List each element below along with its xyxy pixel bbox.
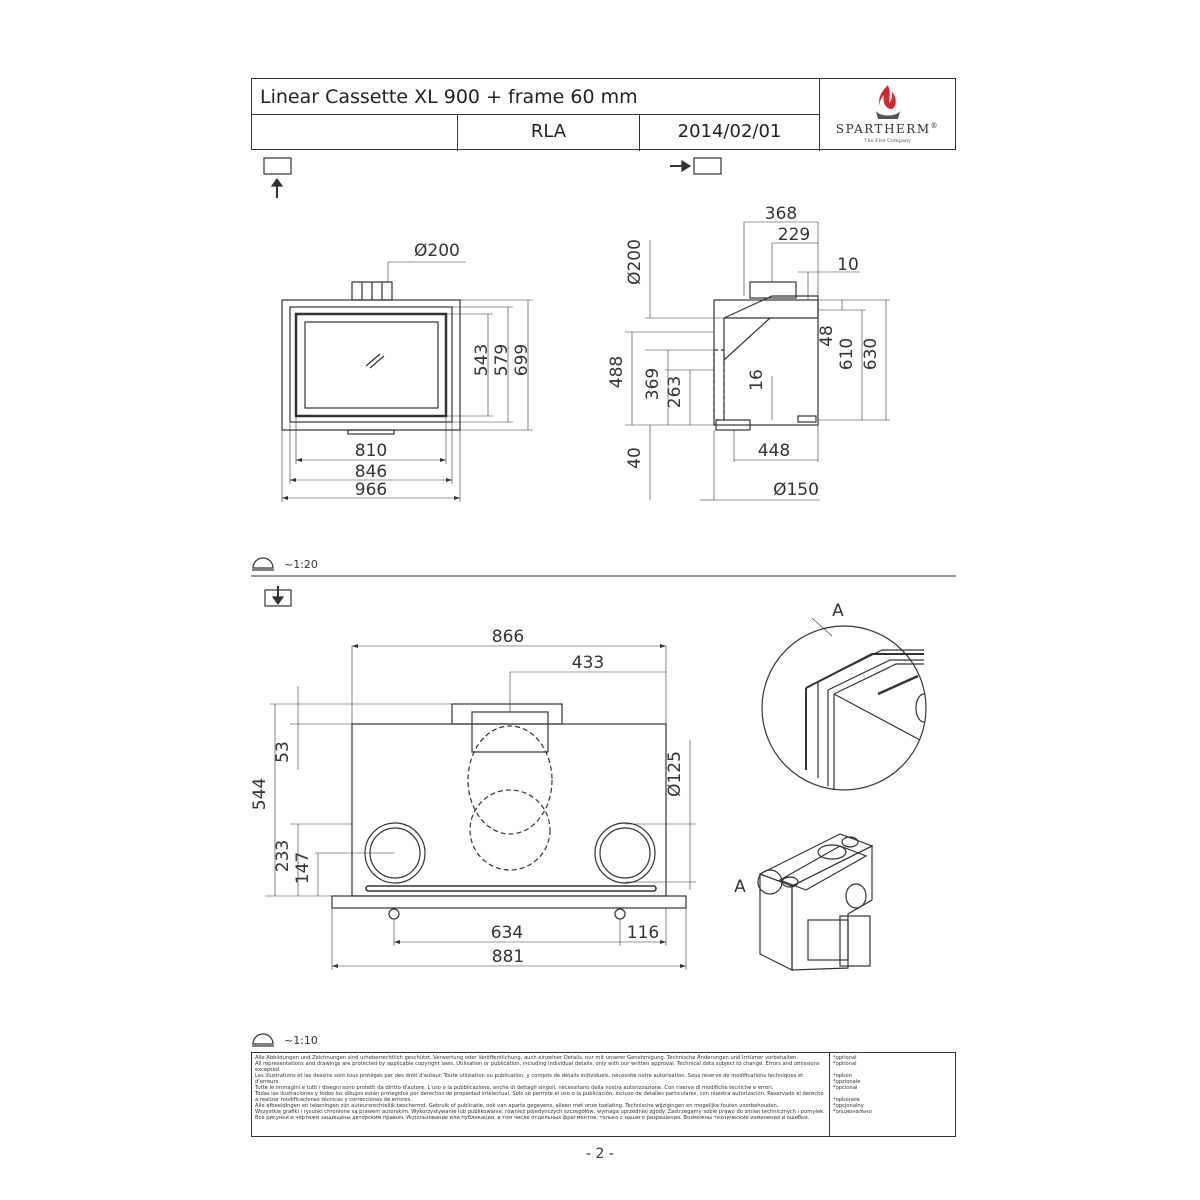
side-view-icon <box>670 158 721 174</box>
side-dim-40: 40 <box>625 447 645 469</box>
drawing-title: Linear Cassette XL 900 + frame 60 mm <box>252 79 820 115</box>
side-dim-488: 488 <box>607 355 627 389</box>
optional-de: *optional <box>833 1055 857 1061</box>
iso-detail-label-a: A <box>734 877 746 897</box>
optional-pl: *opcjonalny <box>833 1103 864 1109</box>
top-dim-233: 233 <box>273 839 293 873</box>
drawing-date: 2014/02/01 <box>640 115 820 151</box>
top-dim-866: 866 <box>491 627 525 647</box>
copyright-notice <box>251 1052 956 1137</box>
legal-line-fr: Les illustrations et les dessins sont tous protégés par des droit d'auteur. Toute utilisation ou publication, y compris de détails individuels, nécessite notre autorisation. Sous réserve de modifications techniques et d'erreurs. <box>255 1073 804 1085</box>
front-width-846: 846 <box>354 462 388 482</box>
top-pipe-dim: Ø125 <box>665 751 685 797</box>
front-view <box>282 262 533 502</box>
legal-line-nl: Alle afbeeldingen en tekeningen zijn auteursrechtelijk beschermd. Gebruik of publicatie, ook van aparte gegevens, alleen met onze toelating. Technische wijzigingen en mogelijke fouten voorbehouden. <box>255 1103 779 1109</box>
front-height-699: 699 <box>512 343 532 377</box>
front-flue-dim: Ø200 <box>414 241 460 261</box>
front-height-543: 543 <box>472 343 492 377</box>
top-dim-147: 147 <box>293 851 313 885</box>
optional-es: *opcional <box>833 1085 858 1091</box>
legal-line-ru: Все рисунки и чертежи защищены авторским правом. Использование или публикация, в том числе отдельных фрагментов, только с нашего разрешения. Возможны технические изменения и ошибки. <box>255 1115 810 1121</box>
side-dim-229: 229 <box>777 225 811 245</box>
optional-ru: *опционально <box>833 1109 872 1115</box>
page-number: - 2 - <box>586 1146 614 1162</box>
optional-fr: *option <box>833 1073 852 1079</box>
side-flue-dim: Ø200 <box>625 239 645 285</box>
legal-line-en: All representations and drawings are protected by applicable copyright laws. Utilisation or publication, including individual details, only with our written approval. Technical data subject to change. Errors and omissions excepted. <box>255 1061 820 1073</box>
top-view <box>265 646 696 970</box>
side-dim-16: 16 <box>747 369 767 391</box>
top-dim-634: 634 <box>490 923 524 943</box>
optional-it: *opzionale <box>833 1079 861 1085</box>
legal-line-de: Alle Abbildungen und Zeichnungen sind urheberrechtlich geschützt. Verwertung oder Veröffentlichung, auch einzelner Details, nur mit unserer Genehmigung. Technische Änderungen und Irrtümer vorbehalten. <box>255 1055 798 1061</box>
side-dim-610: 610 <box>837 337 857 371</box>
front-width-966: 966 <box>354 480 388 500</box>
top-dim-53: 53 <box>273 741 293 763</box>
front-width-810: 810 <box>354 441 388 461</box>
optional-legend <box>829 1053 956 1136</box>
front-height-579: 579 <box>492 343 512 377</box>
brand-name: SPARTHERM <box>835 122 931 136</box>
brand-tagline: The Fire Company <box>864 138 911 144</box>
side-dim-630: 630 <box>861 337 881 371</box>
side-dim-368: 368 <box>764 204 798 224</box>
legal-line-es: Todas las ilustraciones y todos los dibujos están protegidos por derechos de propiedad intelectual. Solo se permite el uso o la publicación, incluso de detalles particulares, con nuestra autorización. Reservado el derecho a realizar modificaciones técnicas y correcciones de errores. <box>255 1091 824 1103</box>
scale-icon-top <box>252 558 274 570</box>
side-dim-263: 263 <box>665 375 685 409</box>
scale-top: ~1:20 <box>284 558 318 571</box>
legal-line-pl: Wszystkie grafiki i rysunki chronione są prawem autorskim. Wykorzystywanie lub publikowanie, również pojedynczych szczegółów, wymaga uprzedniej zgody. Zastrzegamy sobie prawo do zmian technicznych i pomyłek. <box>255 1109 825 1115</box>
drawing-author: RLA <box>458 115 640 151</box>
detail-label-a: A <box>832 601 844 621</box>
optional-en: *optional <box>833 1061 857 1067</box>
detail-a-view <box>762 618 926 790</box>
side-dim-369: 369 <box>643 367 663 401</box>
scale-icon-bottom <box>252 1034 274 1046</box>
top-dim-433: 433 <box>571 653 605 673</box>
scale-bottom: ~1:10 <box>284 1034 318 1047</box>
side-dim-10: 10 <box>837 255 859 275</box>
top-dim-881: 881 <box>491 947 525 967</box>
side-dim-48: 48 <box>817 325 837 347</box>
front-view-icon <box>264 158 291 198</box>
side-dim-448: 448 <box>757 441 791 461</box>
side-outlet-dim: Ø150 <box>773 480 819 500</box>
legal-line-it: Tutte le immagini e tutti i disegni sono protetti da diritto d'autore. L'uso o la pubblicazione, anche di dettagli singoli, necessitano della nostra autorizzazione. Con riserva di modifiche tecniche e errori. <box>255 1085 774 1091</box>
top-dim-116: 116 <box>626 923 660 943</box>
isometric-view <box>758 834 872 970</box>
top-view-icon <box>265 586 291 606</box>
top-dim-544: 544 <box>250 777 270 811</box>
optional-nl: *optionele <box>833 1097 860 1103</box>
registered-mark: ® <box>930 122 940 130</box>
